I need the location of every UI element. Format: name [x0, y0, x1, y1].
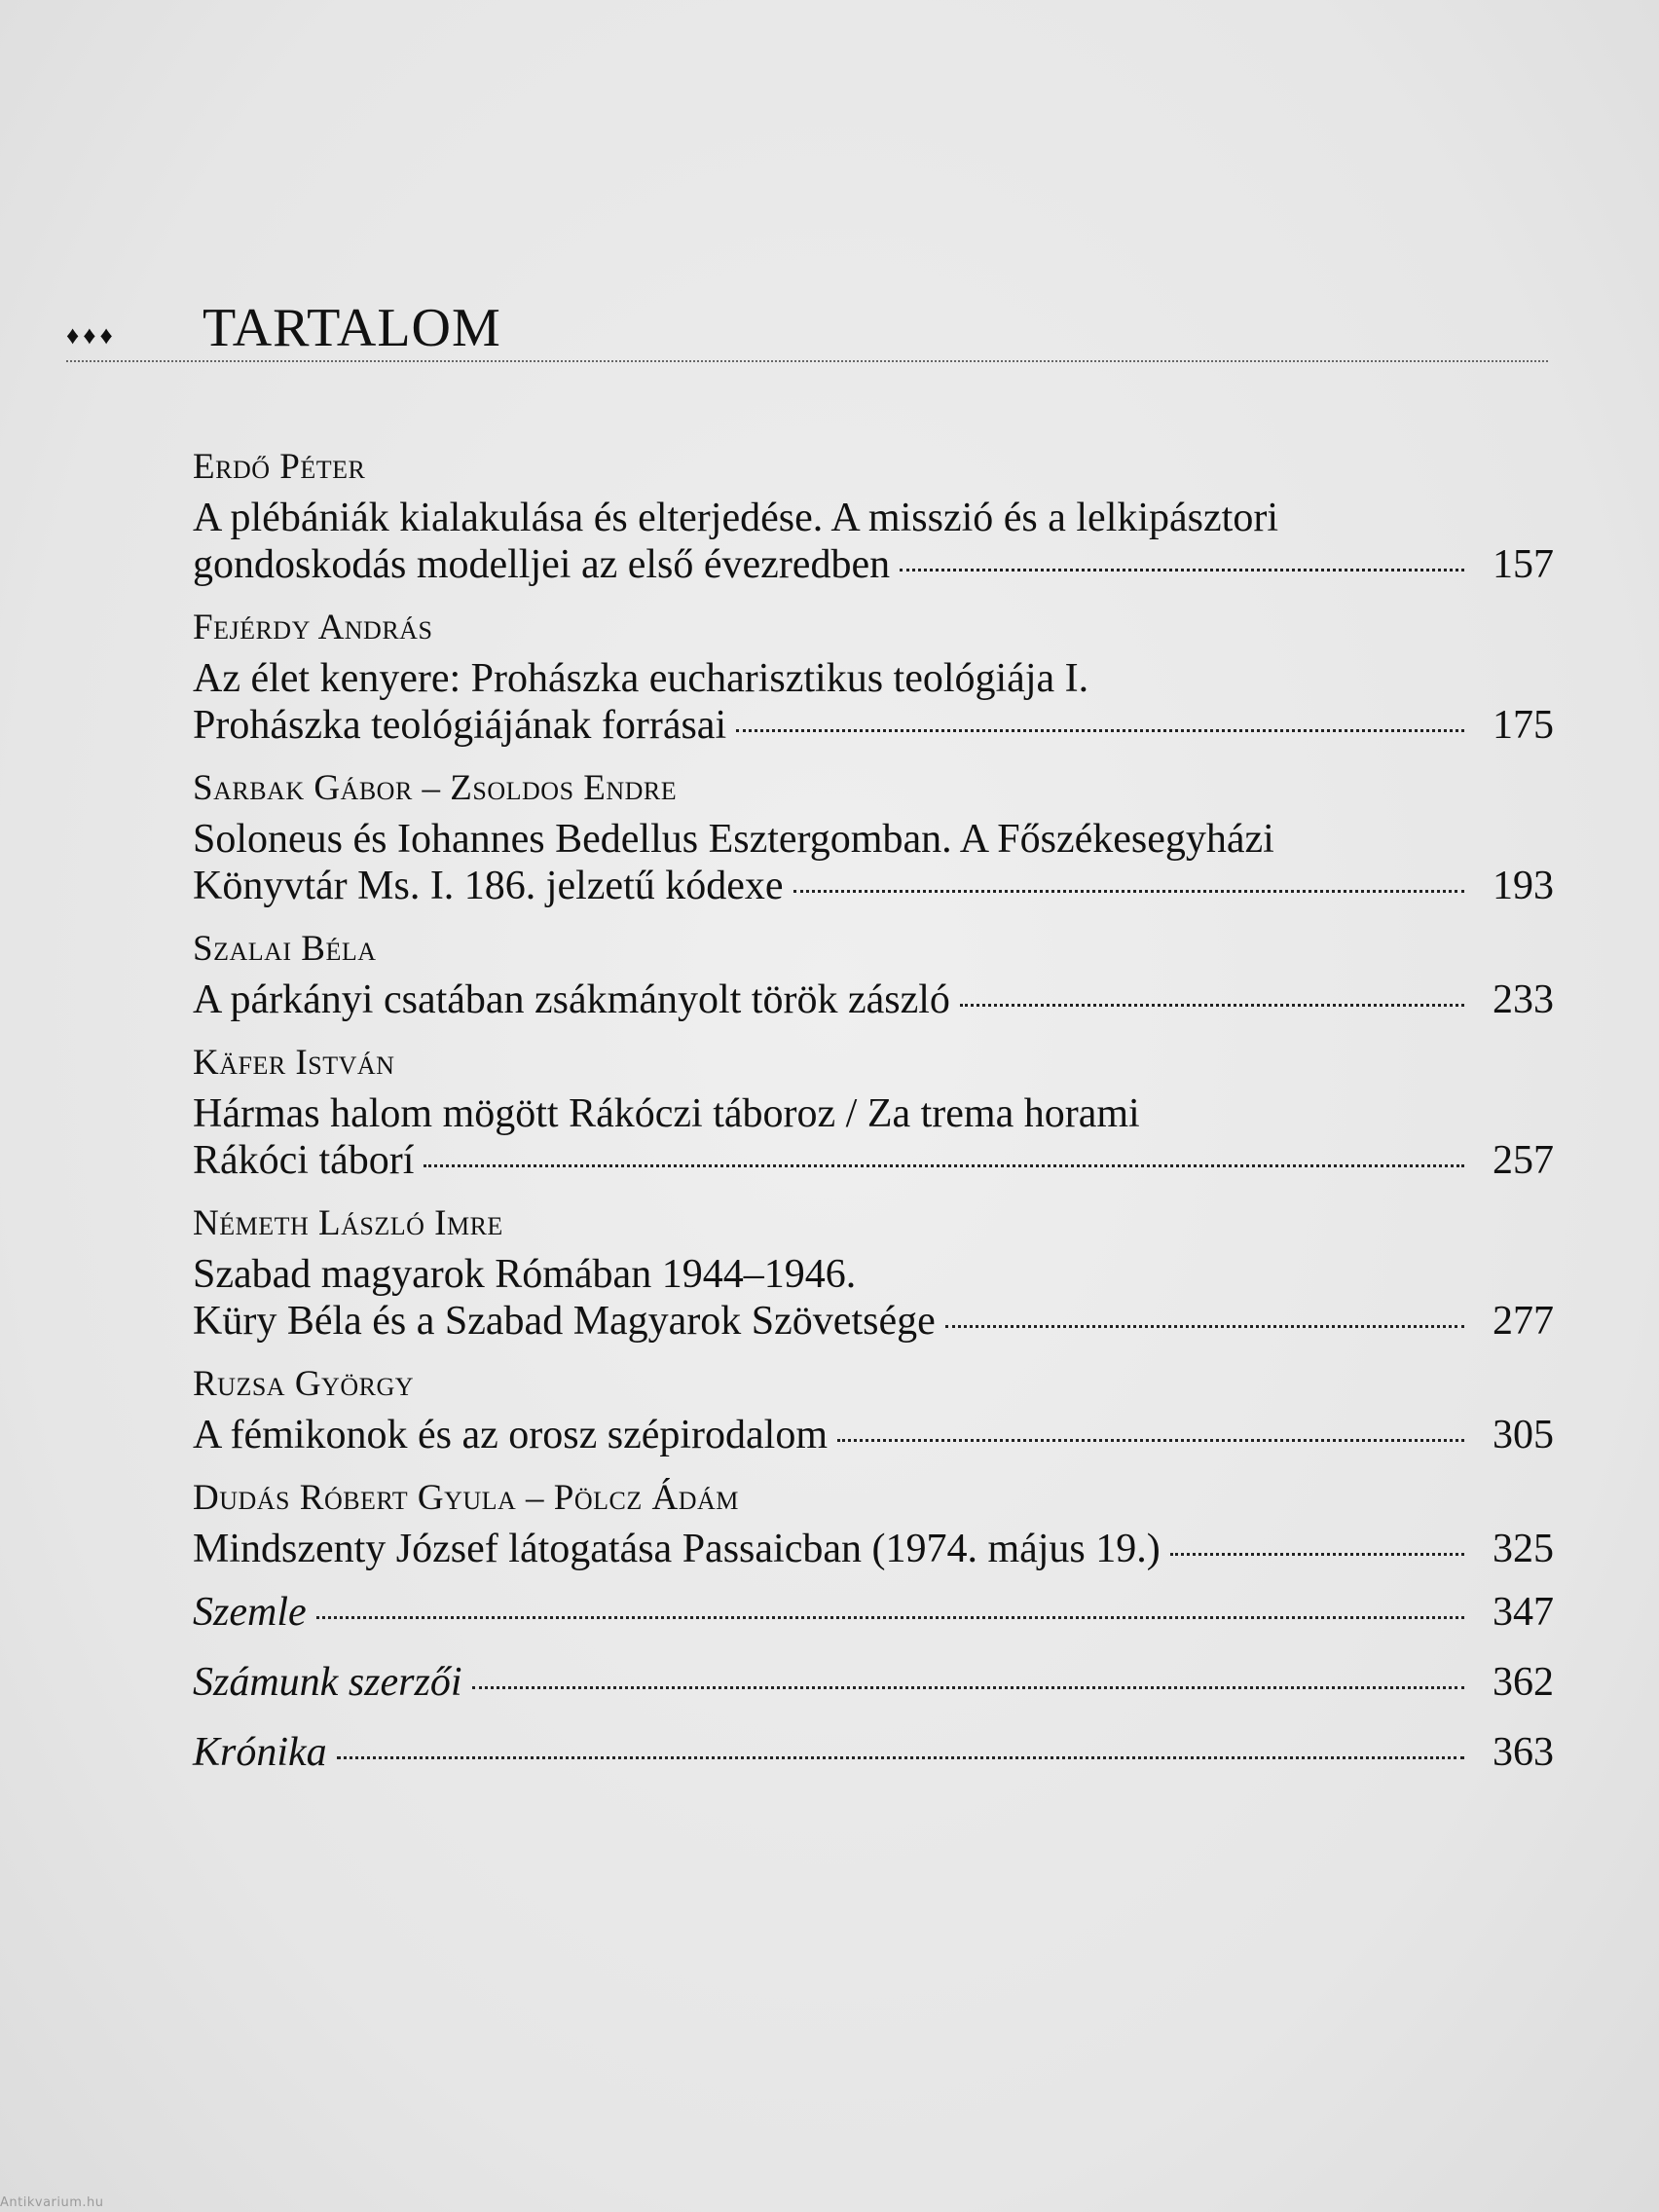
page-number: 233	[1493, 977, 1554, 1022]
section-label: Krónika	[193, 1730, 327, 1775]
entry-title-text: Küry Béla és a Szabad Magyarok Szövetsége	[193, 1299, 936, 1344]
entry-title-last-line	[193, 1412, 1554, 1458]
entry-author: Erdő Péter	[193, 447, 366, 487]
header-dotted-rule	[66, 360, 1548, 362]
diamond-ornament-icon: ♦♦♦	[66, 321, 117, 350]
dot-leader	[337, 1756, 1464, 1759]
entry-author: Fejérdy András	[193, 608, 433, 647]
entry-title-line: Az élet kenyere: Prohászka eucharisztikus teológiája I.	[193, 656, 1089, 701]
page-number: 277	[1493, 1299, 1554, 1344]
page-number: 363	[1493, 1730, 1554, 1775]
page-number: 157	[1493, 542, 1554, 587]
entry-title-text: Könyvtár Ms. I. 186. jelzetű kódexe	[193, 864, 784, 908]
entry-title-line: Soloneus és Iohannes Bedellus Esztergomban. A Főszékesegyházi	[193, 817, 1274, 862]
entry-title-last-line	[193, 1137, 1554, 1184]
entry-title-last-line	[193, 702, 1554, 749]
dot-leader	[793, 890, 1464, 893]
toc-entry-erdo	[193, 444, 1554, 588]
table-of-contents	[193, 444, 1554, 1799]
dot-leader	[736, 729, 1464, 732]
entry-title-last-line	[193, 863, 1554, 909]
watermark: Antikvarium.hu	[0, 2195, 104, 2210]
page-number: 193	[1493, 864, 1554, 908]
entry-title-line: A plébániák kialakulása és elterjedése. A misszió és a lelkipásztori	[193, 496, 1278, 540]
dot-leader	[960, 1004, 1464, 1007]
entry-title-text: Rákóci táborí	[193, 1138, 415, 1183]
toc-entry-fejerdy	[193, 605, 1554, 749]
section-label: Szemle	[193, 1590, 307, 1635]
page-number: 305	[1493, 1413, 1554, 1457]
dot-leader	[900, 569, 1464, 571]
entry-title-text: Prohászka teológiájának forrásai	[193, 703, 727, 748]
dot-leader	[837, 1439, 1464, 1442]
entry-author: Szalai Béla	[193, 929, 377, 969]
page-header	[66, 294, 1548, 362]
dot-leader	[316, 1616, 1464, 1619]
entry-title-last-line	[193, 541, 1554, 588]
page-number: 175	[1493, 703, 1554, 748]
toc-entry-sarbak-zsoldos	[193, 765, 1554, 909]
section-label: Számunk szerzői	[193, 1660, 462, 1705]
toc-section-szerzoi	[193, 1659, 1554, 1706]
entry-title-text: A fémikonok és az orosz szépirodalom	[193, 1413, 828, 1457]
dot-leader	[945, 1325, 1464, 1328]
dot-leader	[472, 1686, 1464, 1689]
entry-title-text: Mindszenty József látogatása Passaicban (1974. május 19.)	[193, 1527, 1161, 1571]
page-number: 362	[1493, 1660, 1554, 1705]
page-number: 257	[1493, 1138, 1554, 1183]
page-number: 347	[1493, 1590, 1554, 1635]
toc-entry-dudas-polcz	[193, 1475, 1554, 1572]
dot-leader	[424, 1164, 1464, 1167]
entry-author: Németh László Imre	[193, 1203, 503, 1243]
entry-title-last-line	[193, 1298, 1554, 1345]
toc-entry-kafer	[193, 1040, 1554, 1184]
entry-title-text: gondoskodás modelljei az első évezredben	[193, 542, 891, 587]
entry-title-line: Szabad magyarok Rómában 1944–1946.	[193, 1252, 857, 1297]
page-number: 325	[1493, 1527, 1554, 1571]
entry-author: Käfer István	[193, 1043, 395, 1083]
entry-author: Dudás Róbert Gyula – Pölcz Ádám	[193, 1478, 739, 1518]
toc-entry-ruzsa	[193, 1361, 1554, 1458]
entry-title-last-line	[193, 1526, 1554, 1572]
toc-entry-szalai	[193, 926, 1554, 1023]
page-title: TARTALOM	[203, 298, 501, 358]
dot-leader	[1170, 1553, 1464, 1556]
entry-title-text: A párkányi csatában zsákmányolt török zászló	[193, 977, 950, 1022]
entry-title-line: Hármas halom mögött Rákóczi táboroz / Za trema horami	[193, 1091, 1140, 1136]
toc-section-szemle	[193, 1589, 1554, 1636]
toc-entry-nemeth	[193, 1200, 1554, 1345]
entry-title-last-line	[193, 977, 1554, 1023]
entry-author: Sarbak Gábor – Zsoldos Endre	[193, 768, 678, 808]
entry-author: Ruzsa György	[193, 1364, 414, 1404]
toc-section-kronika	[193, 1729, 1554, 1776]
